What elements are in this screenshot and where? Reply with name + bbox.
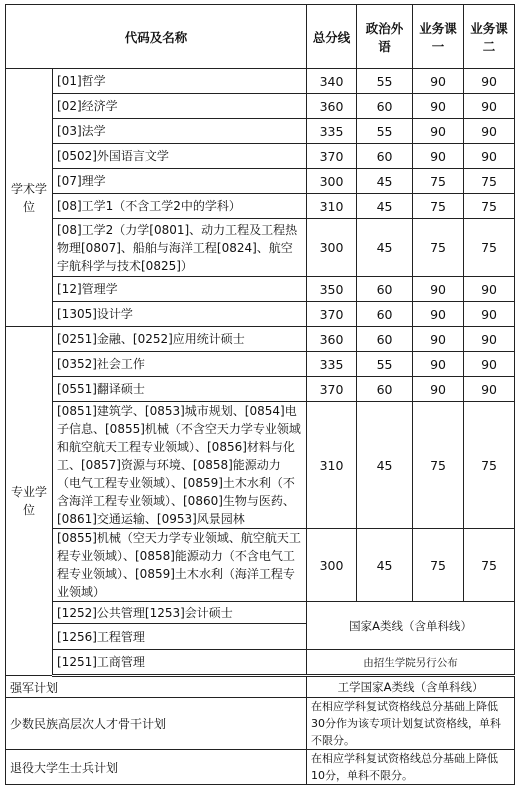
politics-score: 60 xyxy=(357,377,413,402)
plan-veteran-line: 在相应学科复试资格线总分基础上降低10分，单科不限分。 xyxy=(307,750,515,785)
plan-minority-line: 在相应学科复试资格线总分基础上降低30分作为该专项计划复试资格线，单科不限分。 xyxy=(307,698,515,750)
college-announce: 由招生学院另行公布 xyxy=(307,650,515,676)
table-row xyxy=(6,402,515,529)
subject-name: [08]工学2（力学[0801]、动力工程及工程热物理[0807]、船舶与海洋工程[0824]、航空宇航科学与技术[0825]） xyxy=(53,219,307,277)
course1-score: 90 xyxy=(413,119,464,144)
plan-qiangjun-line: 工学国家A类线（含单科线） xyxy=(307,676,515,698)
total-score: 335 xyxy=(307,119,357,144)
politics-score: 55 xyxy=(357,119,413,144)
subject-name: [1251]工商管理 xyxy=(53,650,307,676)
politics-score: 60 xyxy=(357,302,413,327)
course2-score: 75 xyxy=(464,169,515,194)
course1-score: 75 xyxy=(413,529,464,602)
course2-score: 75 xyxy=(464,194,515,219)
subject-name: [1256]工程管理 xyxy=(53,624,307,650)
national-a-line: 国家A类线（含单科线） xyxy=(307,602,515,650)
course2-score: 75 xyxy=(464,402,515,529)
politics-score: 60 xyxy=(357,327,413,352)
header-total: 总分线 xyxy=(307,5,357,69)
politics-score: 45 xyxy=(357,402,413,529)
subject-name: [0502]外国语言文学 xyxy=(53,144,307,169)
table-row xyxy=(6,327,515,352)
course1-score: 75 xyxy=(413,194,464,219)
subject-name: [08]工学1（不含工学2中的学科） xyxy=(53,194,307,219)
table-row xyxy=(6,602,515,624)
politics-score: 55 xyxy=(357,352,413,377)
course1-score: 90 xyxy=(413,277,464,302)
plan-qiangjun: 强军计划 xyxy=(6,676,307,698)
politics-score: 45 xyxy=(357,219,413,277)
subject-name: [0251]金融、[0252]应用统计硕士 xyxy=(53,327,307,352)
total-score: 360 xyxy=(307,327,357,352)
total-score: 350 xyxy=(307,277,357,302)
score-table xyxy=(5,4,515,785)
table-row xyxy=(6,277,515,302)
course2-score: 90 xyxy=(464,119,515,144)
course1-score: 90 xyxy=(413,352,464,377)
politics-score: 60 xyxy=(357,144,413,169)
table-row xyxy=(6,698,515,750)
table-row xyxy=(6,219,515,277)
course2-score: 90 xyxy=(464,144,515,169)
course2-score: 75 xyxy=(464,219,515,277)
course2-score: 90 xyxy=(464,352,515,377)
course2-score: 90 xyxy=(464,327,515,352)
politics-score: 45 xyxy=(357,529,413,602)
politics-score: 45 xyxy=(357,194,413,219)
table-row xyxy=(6,144,515,169)
politics-score: 60 xyxy=(357,277,413,302)
plan-veteran: 退役大学生士兵计划 xyxy=(6,750,307,785)
total-score: 300 xyxy=(307,529,357,602)
course1-score: 90 xyxy=(413,94,464,119)
course2-score: 90 xyxy=(464,69,515,94)
table-row xyxy=(6,69,515,94)
course1-score: 90 xyxy=(413,302,464,327)
table-row xyxy=(6,194,515,219)
total-score: 310 xyxy=(307,402,357,529)
subject-name: [02]经济学 xyxy=(53,94,307,119)
course1-score: 90 xyxy=(413,69,464,94)
politics-score: 55 xyxy=(357,69,413,94)
course1-score: 90 xyxy=(413,327,464,352)
academic-label: 学术学位 xyxy=(6,69,53,327)
course2-score: 75 xyxy=(464,529,515,602)
table-row xyxy=(6,169,515,194)
politics-score: 60 xyxy=(357,94,413,119)
header-course1: 业务课一 xyxy=(413,5,464,69)
plan-minority: 少数民族高层次人才骨干计划 xyxy=(6,698,307,750)
header-row xyxy=(6,5,515,69)
total-score: 370 xyxy=(307,302,357,327)
subject-name: [0352]社会工作 xyxy=(53,352,307,377)
table-row xyxy=(6,529,515,602)
total-score: 370 xyxy=(307,144,357,169)
subject-name: [1252]公共管理[1253]会计硕士 xyxy=(53,602,307,624)
total-score: 370 xyxy=(307,377,357,402)
table-row xyxy=(6,676,515,698)
total-score: 310 xyxy=(307,194,357,219)
table-row xyxy=(6,302,515,327)
subject-name: [03]法学 xyxy=(53,119,307,144)
subject-name: [0851]建筑学、[0853]城市规划、[0854]电子信息、[0855]机械（不含空天力学专业领域和航空航天工程专业领域）、[0856]材料与化工、[0857]资源与环境、[0858]能源动力（电气工程专业领域）、[0859]土木水利（不含海洋工程专业领域）、[0860]生物与医药、[0861]交通运输、[0953]风景园林 xyxy=(53,402,307,529)
total-score: 300 xyxy=(307,169,357,194)
table-row xyxy=(6,352,515,377)
course2-score: 90 xyxy=(464,377,515,402)
subject-name: [01]哲学 xyxy=(53,69,307,94)
total-score: 335 xyxy=(307,352,357,377)
course2-score: 90 xyxy=(464,94,515,119)
header-course2: 业务课二 xyxy=(464,5,515,69)
total-score: 340 xyxy=(307,69,357,94)
course1-score: 90 xyxy=(413,377,464,402)
politics-score: 45 xyxy=(357,169,413,194)
subject-name: [1305]设计学 xyxy=(53,302,307,327)
subject-name: [0551]翻译硕士 xyxy=(53,377,307,402)
table-row xyxy=(6,750,515,785)
total-score: 360 xyxy=(307,94,357,119)
subject-name: [0855]机械（空天力学专业领域、航空航天工程专业领域）、[0858]能源动力（不含电气工程专业领域）、[0859]土木水利（海洋工程专业领域） xyxy=(53,529,307,602)
course1-score: 75 xyxy=(413,219,464,277)
header-politics: 政治外语 xyxy=(357,5,413,69)
course2-score: 90 xyxy=(464,277,515,302)
subject-name: [07]理学 xyxy=(53,169,307,194)
table-row xyxy=(6,94,515,119)
course1-score: 75 xyxy=(413,169,464,194)
course1-score: 90 xyxy=(413,144,464,169)
total-score: 300 xyxy=(307,219,357,277)
professional-label: 专业学位 xyxy=(6,327,53,676)
course1-score: 75 xyxy=(413,402,464,529)
course2-score: 90 xyxy=(464,302,515,327)
table-row xyxy=(6,650,515,676)
header-name: 代码及名称 xyxy=(6,5,307,69)
table-row xyxy=(6,377,515,402)
table-row xyxy=(6,119,515,144)
subject-name: [12]管理学 xyxy=(53,277,307,302)
